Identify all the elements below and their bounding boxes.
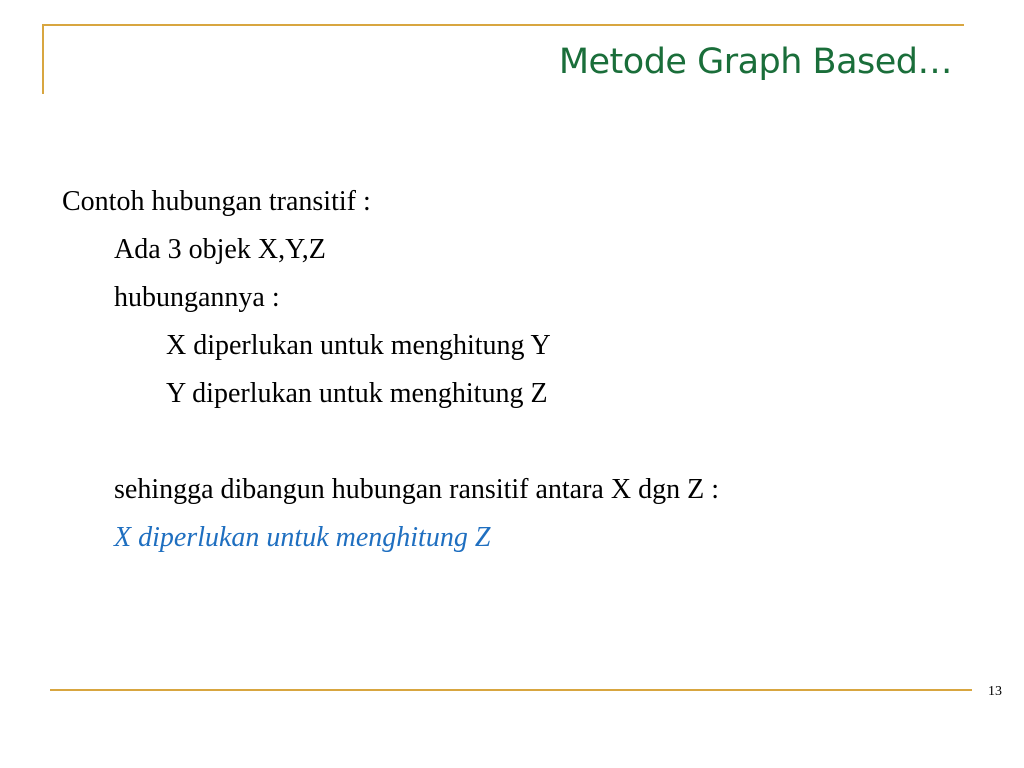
body-line-result: X diperlukan untuk menghitung Z xyxy=(114,522,491,553)
body-line-objects: Ada 3 objek X,Y,Z xyxy=(114,234,326,265)
frame-top-border xyxy=(42,24,964,26)
body-spacer xyxy=(62,418,962,466)
frame-left-border xyxy=(42,24,44,94)
body-line-relation-yz: Y diperlukan untuk menghitung Z xyxy=(166,378,548,409)
body-line-relations-label: hubungannya : xyxy=(114,282,280,313)
footer-divider xyxy=(50,689,972,691)
slide-body xyxy=(62,178,962,562)
body-line-intro: Contoh hubungan transitif : xyxy=(62,186,371,217)
body-line-conclusion: sehingga dibangun hubungan ransitif antara X dgn Z : xyxy=(114,474,719,505)
body-line-relation-xy: X diperlukan untuk menghitung Y xyxy=(166,330,551,361)
slide-title: Metode Graph Based… xyxy=(558,42,952,82)
page-number: 13 xyxy=(988,684,1002,699)
